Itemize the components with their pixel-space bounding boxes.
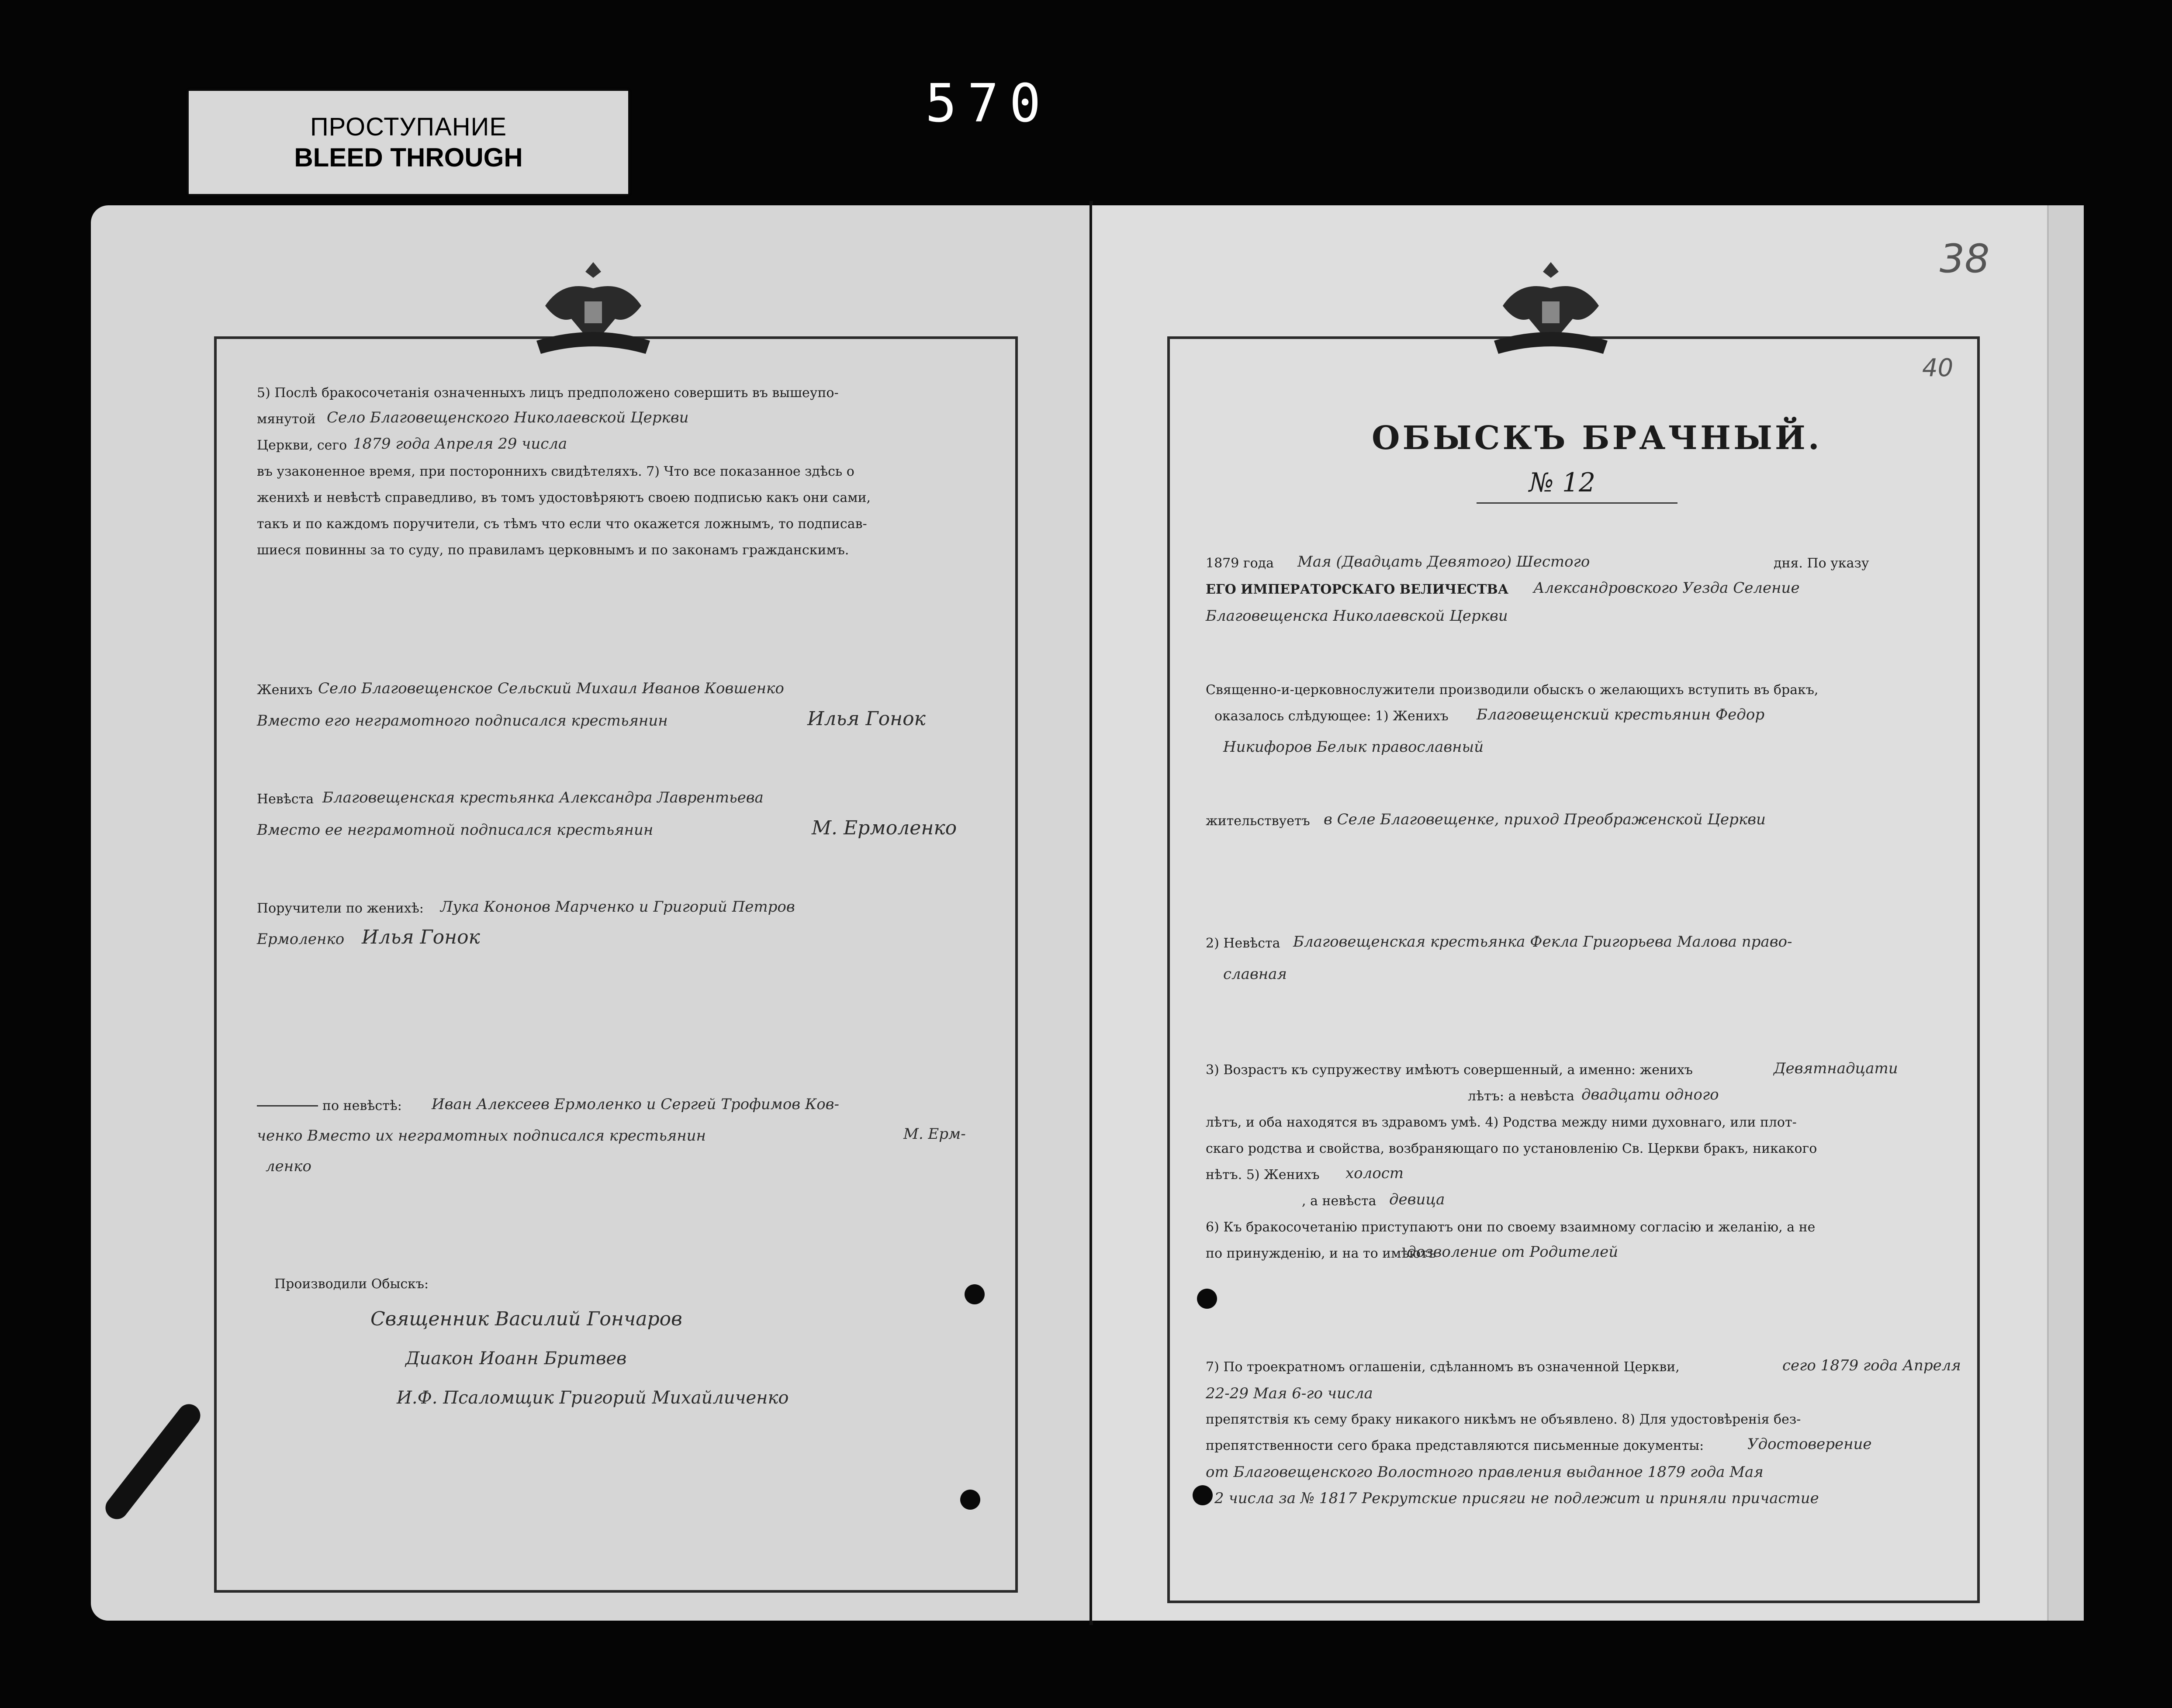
bleed-through-label-card [189,91,628,194]
left-p5-label2: мянутой [257,411,316,427]
left-p5-handwriting1: Село Благовещенского Николаевской Церкви [327,409,689,426]
right-page [1092,205,2084,1621]
groom-found-handwriting2: Никифоров Белык православный [1223,738,1484,756]
bride-signature: М. Ермоленко [812,817,957,839]
age-line6: , а невѣста [1302,1193,1377,1209]
bride-right-label: 2) Невѣста [1206,936,1280,951]
age-line1: 3) Возрастъ къ супружеству имѣютъ совершенный, а именно: женихъ [1206,1062,1693,1078]
bride-right-handwriting: Благовещенская крестьянка Фекла Григорьева Малова право- [1293,933,1792,951]
label-line-russian: ПРОСТУПАНИЕ [310,113,507,141]
left-p5-body4: шиеся повинны за то суду, по правиламъ церковнымъ и по законамъ гражданскимъ. [257,543,849,558]
guarantors-bride-handwriting1: Иван Алексеев Ермоленко и Сергей Трофимов Ков- [432,1096,839,1113]
bride-label: Невѣста [257,792,314,807]
documents-handwriting2: от Благовещенского Волостного правления выданное 1879 года Мая [1206,1463,1764,1481]
groom-signature: Илья Гонок [807,708,926,730]
left-p5-label3: Церкви, сего [257,438,347,453]
clergy-line: Священно-и-церковнослужители производили обыскъ о желающихъ вступить въ бракъ, [1206,682,1819,698]
binding-hole [965,1284,985,1304]
frame-number: 570 [925,73,1051,134]
left-p5-line1: 5) Послѣ бракосочетанія означенныхъ лицъ предположено совершить въ вышеупо- [257,385,839,401]
guarantors-groom-handwriting1: Лука Кононов Марченко и Григорий Петров [440,898,795,916]
guarantors-groom-signature: Илья Гонок [362,926,480,948]
imperial-eagle-crest-icon [519,253,668,367]
guarantors-bride-handwriting3: М. Ерм- [903,1125,966,1143]
record-number: № 12 [1529,467,1596,498]
date-decree: дня. По указу [1774,556,1869,571]
left-p5-body1: въ узаконенное время, при постороннихъ свидѣтеляхъ. 7) Что все показанное здѣсь о [257,464,854,479]
left-p5-handwriting2: 1879 года Апреля 29 числа [353,435,567,453]
pencil-corner-number: 40 [1922,354,1954,382]
guarantors-groom-handwriting2: Ермоленко [257,930,345,948]
groom-handwriting2: Вместо его неграмотного подписался крестьянин [257,712,668,730]
banns-line2: препятствія къ сему браку никакого никѣмъ не объявлено. 8) Для удостовѣренія без- [1206,1412,1801,1427]
bride-handwriting2: Вместо ее неграмотной подписался крестьянин [257,821,654,839]
banns-line1: 7) По троекратномъ оглашеніи, сдѣланномъ въ означенной Церкви, [1206,1359,1680,1375]
residence-handwriting: в Селе Благовещенке, приход Преображенской Церкви [1324,811,1766,828]
imperial-eagle-crest-icon [1477,253,1625,367]
bride-right-handwriting2: славная [1223,965,1287,983]
residence-label: жительствуетъ [1206,813,1310,829]
consent-handwriting: дозволение от Родителей [1407,1243,1619,1261]
banns-line3: препятственности сего брака представляются письменные документы: [1206,1438,1704,1453]
consent-line2: по принужденію, и на то имѣютъ [1206,1246,1436,1261]
majesty-line: ЕГО ИМПЕРАТОРСКАГО ВЕЛИЧЕСТВА [1206,582,1509,597]
groom-status-handwriting: холост [1345,1165,1404,1182]
age-line3: лѣтъ, и оба находятся въ здравомъ умѣ. 4) Родства между ними духовнаго, или плот- [1206,1115,1797,1130]
groom-handwriting1: Село Благовещенское Сельский Михаил Иванов Ковшенко [318,680,784,697]
groom-found-label: оказалось слѣдующее: 1) Женихъ [1214,709,1449,724]
bride-status-handwriting: девица [1389,1191,1445,1208]
guarantors-bride-rule [257,1105,318,1106]
binding-hole [1193,1485,1213,1505]
banns-date-handwriting: сего 1879 года Апреля [1782,1357,1961,1374]
groom-age-handwriting: Девятнадцати [1774,1060,1898,1077]
binding-hole [960,1490,980,1510]
age-line2: лѣтъ: а невѣста [1468,1089,1574,1104]
guarantors-bride-handwriting4: ленко [266,1158,311,1175]
left-p5-body2: женихѣ и невѣстѣ справедливо, въ томъ удостовѣряютъ своею подписью какъ они сами, [257,490,871,505]
groom-label: Женихъ [257,682,313,698]
documents-handwriting1: Удостоверение [1747,1435,1872,1453]
consent-line1: 6) Къ бракосочетанію приступаютъ они по своему взаимному согласію и желанію, а не [1206,1220,1816,1235]
signature-psalmist: И.Ф. Псаломщик Григорий Михайличенко [397,1388,789,1408]
guarantors-bride-handwriting2: ченко Вместо их неграмотных подписался крестьянин [257,1127,706,1144]
guarantors-groom-label: Поручители по женихѣ: [257,901,424,916]
conducted-by-label: Производили Обыскъ: [274,1276,429,1292]
church-handwriting: Благовещенска Николаевской Церкви [1206,607,1508,625]
number-underline [1477,502,1677,504]
page-stack-edge [2047,205,2084,1621]
bride-handwriting1: Благовещенская крестьянка Александра Лаврентьева [322,789,764,806]
left-page [91,205,1089,1621]
label-line-english: BLEED THROUGH [294,143,523,172]
documents-handwriting3: 2 числа за № 1817 Рекрутские присяги не подлежит и приняли причастие [1214,1490,1819,1507]
banns-date-handwriting2: 22-29 Мая 6-го числа [1206,1385,1373,1402]
majesty-handwriting: Александровского Уезда Селение [1533,579,1800,597]
age-line5: нѣтъ. 5) Женихъ [1206,1167,1320,1182]
groom-found-handwriting: Благовещенский крестьянин Федор [1477,706,1765,723]
pencil-folio-number: 38 [1940,236,1990,282]
signature-deacon: Диакон Иоанн Бритвев [405,1348,627,1369]
guarantors-bride-label: по невѣстѣ: [322,1098,402,1113]
document-title: ОБЫСКЪ БРАЧНЫЙ. [1372,419,1822,457]
left-p5-body3: такъ и по каждомъ поручители, съ тѣмъ что если что окажется ложнымъ, то подписав- [257,516,867,532]
bride-age-handwriting: двадцати одного [1581,1086,1719,1103]
signature-priest: Священник Василий Гончаров [370,1308,682,1330]
date-label: 1879 года [1206,556,1274,571]
age-line4: скаго родства и свойства, возбраняющаго по установленію Св. Церкви бракъ, никакого [1206,1141,1817,1156]
date-handwriting: Мая (Двадцать Девятого) Шестого [1297,553,1590,570]
binding-hole [1197,1289,1217,1309]
